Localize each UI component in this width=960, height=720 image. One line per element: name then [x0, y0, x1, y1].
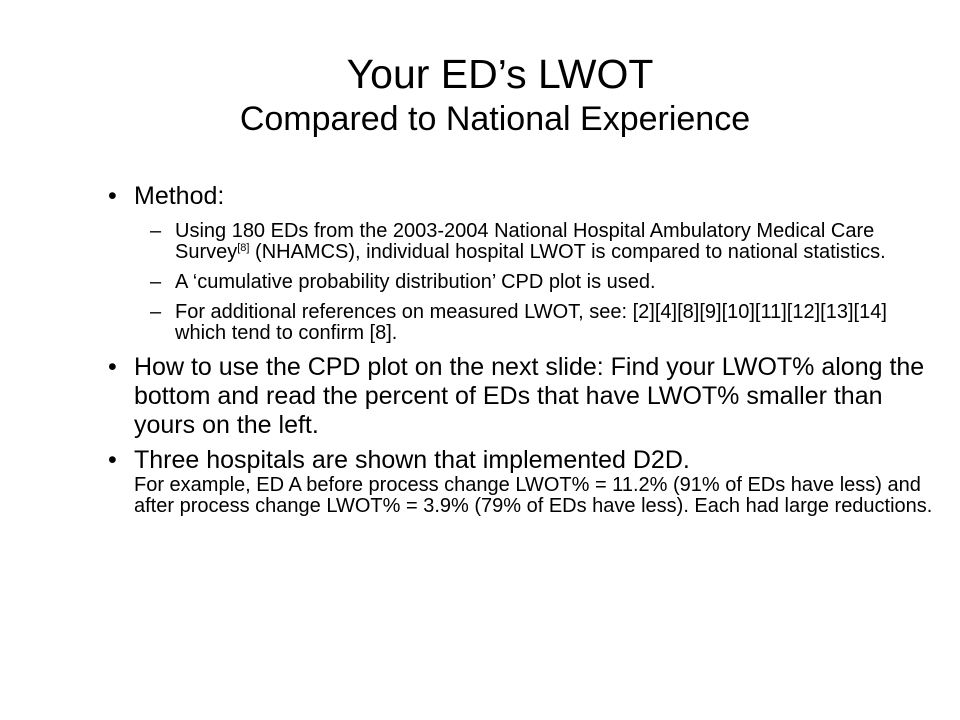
citation-superscript: [8]: [237, 242, 250, 254]
sub-item-survey: [108, 221, 938, 263]
sub-item-cpd-text: A ‘cumulative probability distribution’ CPD plot is used.: [175, 271, 656, 293]
sub-item-references: [108, 302, 938, 344]
sub-item-survey-text-pre: Using 180 EDs from the 2003-2004 National Hospital Ambulatory Medical Care Survey: [175, 220, 875, 263]
dash-marker: –: [150, 220, 162, 242]
sub-item-survey-text-post: (NHAMCS), individual hospital LWOT is compared to national statistics.: [249, 241, 886, 263]
title-main: Your ED’s LWOT: [346, 51, 654, 97]
slide-body: [108, 182, 938, 517]
bullet-marker: •: [108, 182, 117, 210]
sub-item-references-text: For additional references on measured LWOT, see: [2][4][8][9][10][11][12][13][14] which tend to confirm [8].: [175, 301, 887, 344]
dash-marker: –: [150, 271, 162, 293]
sub-item-cpd: [108, 272, 938, 293]
dash-marker: –: [150, 301, 162, 323]
bullet-method: [108, 182, 938, 211]
slide-title: [0, 50, 960, 140]
method-sub-list: [108, 221, 938, 344]
how-to-use-text: How to use the CPD plot on the next slide: Find your LWOT% along the bottom and read the percent of EDs that have LWOT% smaller than yours on the left.: [134, 353, 925, 439]
method-label: Method:: [134, 182, 225, 210]
title-subtitle: Compared to National Experience: [239, 100, 751, 139]
bullet-three-hospitals: [108, 446, 938, 517]
three-hospitals-text: Three hospitals are shown that implemented D2D.: [134, 446, 690, 474]
bullet-how-to-use: [108, 353, 938, 440]
bullet-marker: •: [108, 446, 117, 474]
three-hospitals-detail: For example, ED A before process change LWOT% = 11.2% (91% of EDs have less) and after process change LWOT% = 3.9% (79% of EDs have less). Each had large reductions.: [134, 474, 933, 517]
bullet-marker: •: [108, 353, 117, 381]
